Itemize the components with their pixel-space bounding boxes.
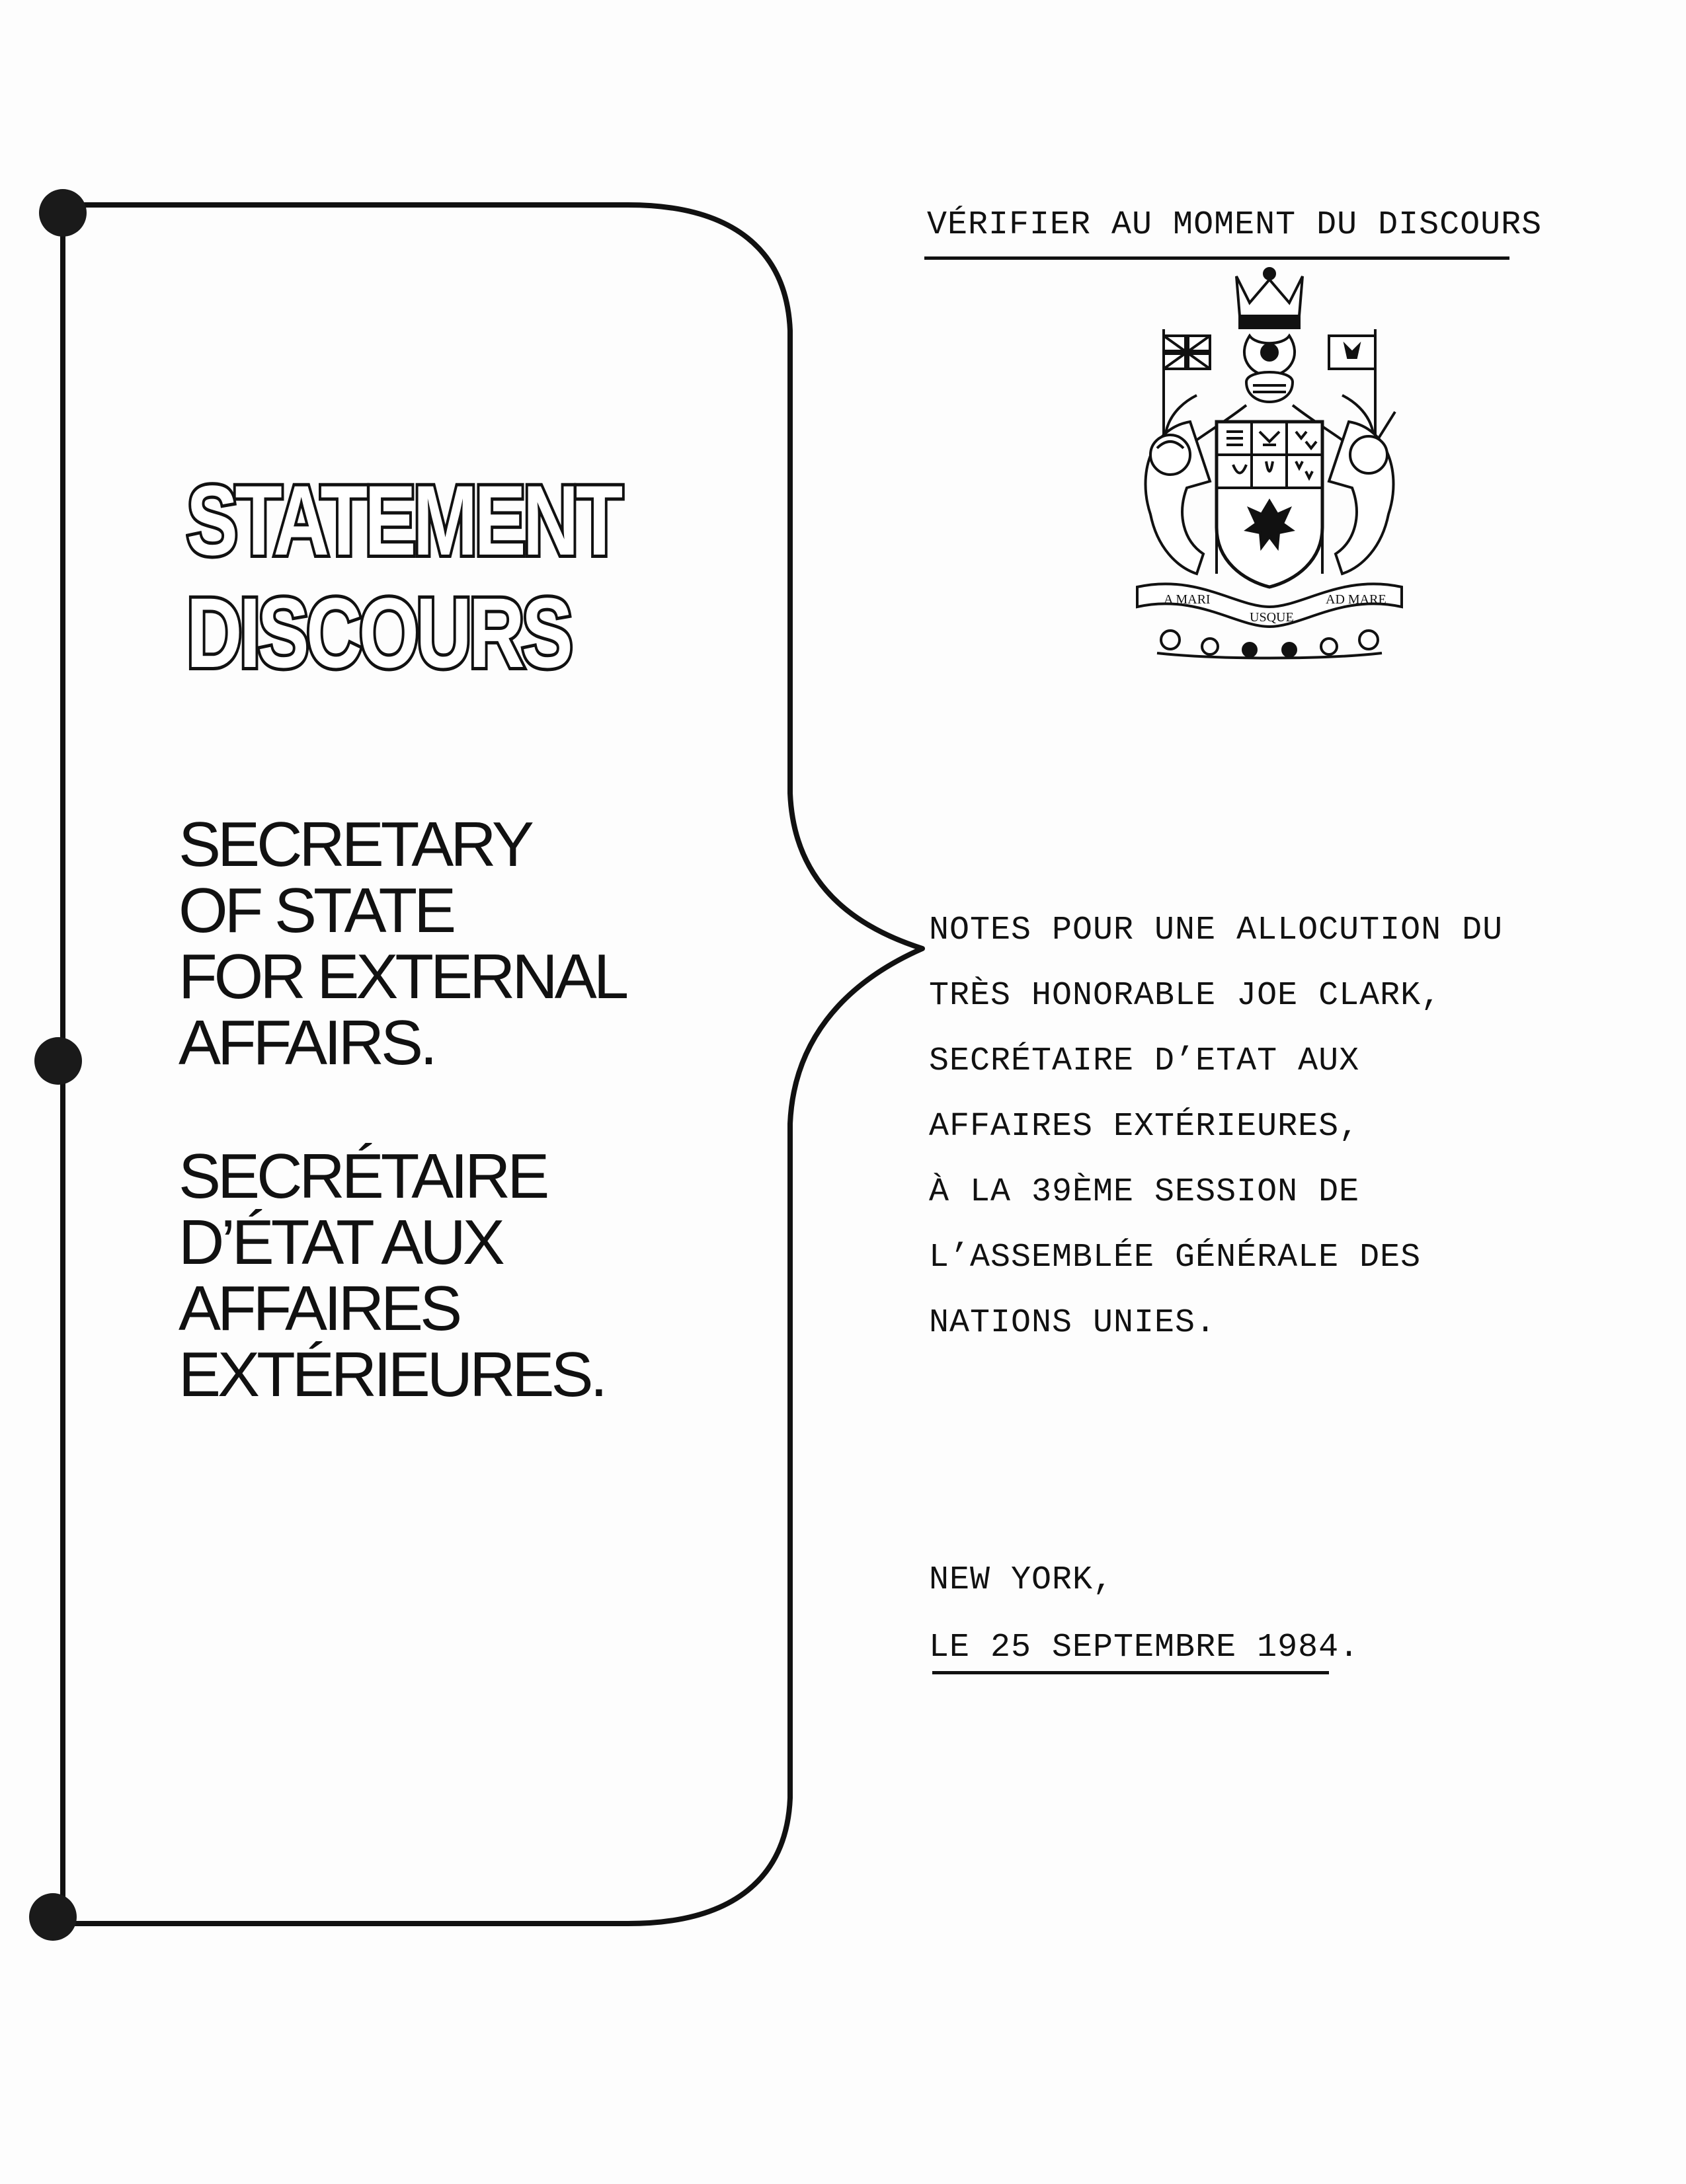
- header-underline: [924, 256, 1509, 260]
- notes-line: L’ASSEMBLÉE GÉNÉRALE DES: [929, 1239, 1422, 1276]
- coat-of-arms-of-canada-icon: [1117, 263, 1422, 666]
- speech-notes-block: [929, 898, 1503, 1356]
- date-text: LE 25 SEPTEMBRE 1984.: [929, 1629, 1360, 1666]
- shield-icon: [1217, 422, 1322, 587]
- date-underline: [932, 1671, 1329, 1674]
- office-line: AFFAIRES: [179, 1273, 460, 1344]
- motto-part: USQUE: [1250, 610, 1294, 625]
- office-line: SECRETARY: [179, 809, 531, 880]
- notes-line: NOTES POUR UNE ALLOCUTION DU: [929, 912, 1504, 949]
- place-and-date: [929, 1547, 1359, 1682]
- binding-hole: [34, 1037, 82, 1085]
- motto-scroll: [1137, 584, 1402, 627]
- place-text: NEW YORK,: [929, 1561, 1114, 1599]
- lion-supporter-icon: [1146, 422, 1211, 574]
- floral-compartment: [1157, 631, 1382, 658]
- office-line: D’ÉTAT AUX: [179, 1207, 502, 1278]
- notes-line: SECRÉTAIRE D’ETAT AUX: [929, 1042, 1360, 1080]
- binding-hole: [39, 189, 87, 237]
- verify-against-delivery-note: VÉRIFIER AU MOMENT DU DISCOURS: [927, 206, 1543, 244]
- crown-icon: [1236, 268, 1303, 328]
- title-statement: STATEMENT: [186, 465, 620, 576]
- notes-line: AFFAIRES EXTÉRIEURES,: [929, 1108, 1360, 1146]
- office-name-french: [179, 1141, 605, 1410]
- notes-line: NATIONS UNIES.: [929, 1304, 1217, 1342]
- binding-hole: [29, 1893, 77, 1941]
- office-line: FOR EXTERNAL: [179, 941, 626, 1012]
- motto-part: A MARI: [1164, 592, 1211, 607]
- office-line: EXTÉRIEURES.: [179, 1339, 605, 1410]
- title-discours: DISCOURS: [186, 577, 571, 688]
- motto-part: AD MARE: [1326, 592, 1386, 607]
- notes-line: TRÈS HONORABLE JOE CLARK,: [929, 977, 1442, 1015]
- office-line: SECRÉTAIRE: [179, 1141, 547, 1212]
- office-line: OF STATE: [179, 875, 454, 946]
- office-line: AFFAIRS.: [179, 1007, 434, 1078]
- office-name-english: [179, 809, 626, 1078]
- notes-line: À LA 39ÈME SESSION DE: [929, 1173, 1360, 1211]
